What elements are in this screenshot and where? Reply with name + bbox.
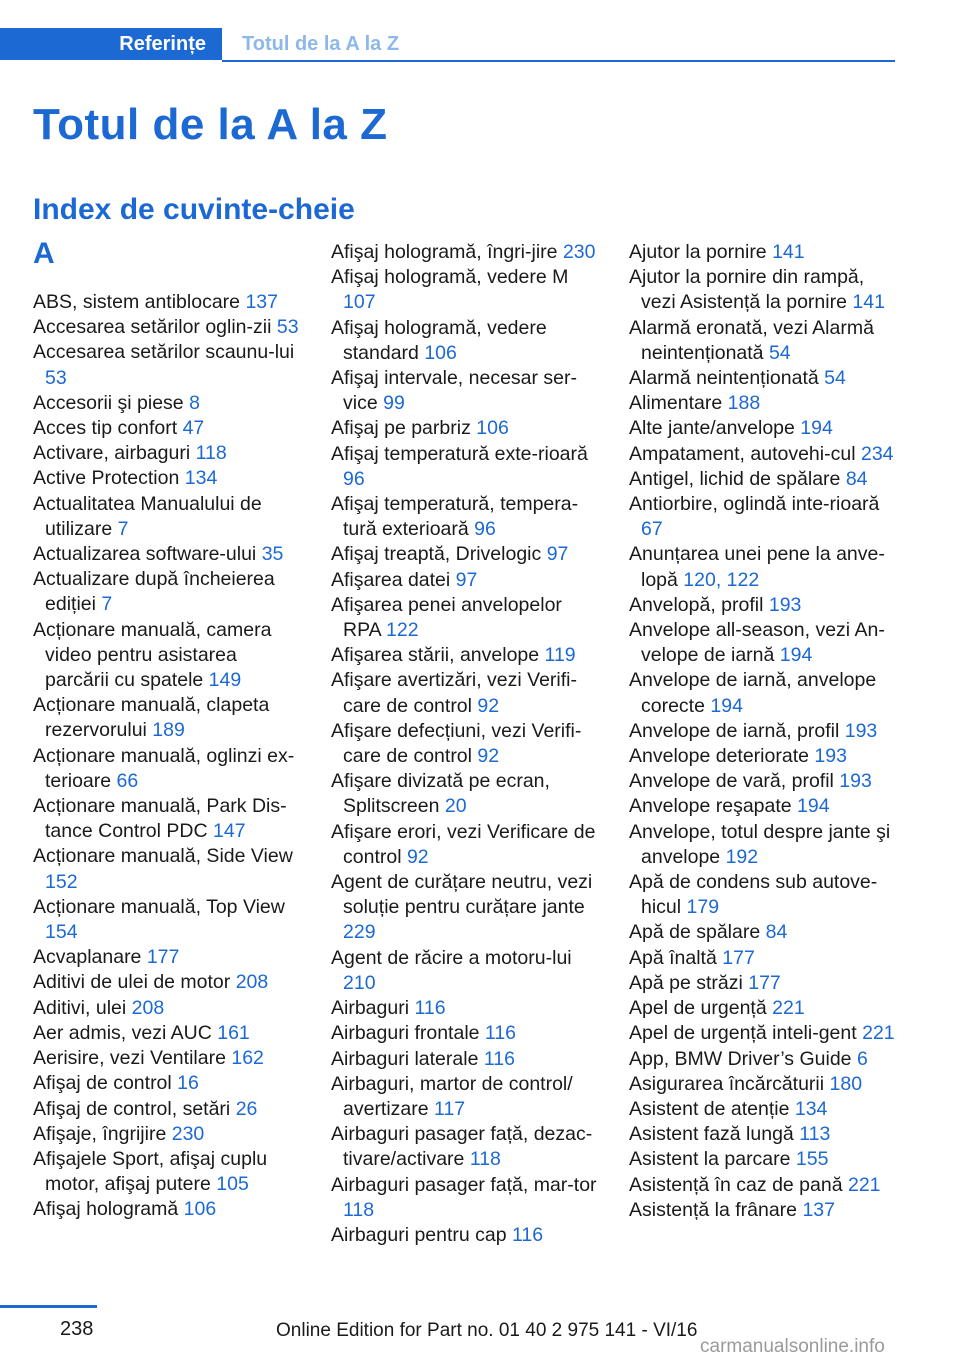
entry-text: Agent de răcire a motoru-lui — [331, 946, 572, 969]
index-entry — [629, 240, 899, 265]
entry-text: Afişaj hologramă — [33, 1198, 179, 1221]
entry-text: Acces tip confort — [33, 417, 178, 440]
entry-text: Anvelope deteriorate — [629, 745, 809, 768]
entry-text: Afişaj hologramă, îngri-jire — [331, 241, 558, 263]
index-entry — [33, 441, 303, 466]
page-link[interactable]: 84 — [765, 921, 788, 944]
page-link[interactable]: 147 — [213, 820, 246, 843]
index-entry — [33, 1122, 303, 1147]
entry-text: Asistent la parcare — [629, 1148, 791, 1171]
entry-text: Apel de urgență — [629, 997, 767, 1020]
entry-text: Afişaj intervale, necesar ser-vice — [331, 367, 578, 415]
page-link[interactable]: 116 — [414, 997, 446, 1020]
page-link[interactable]: 7 — [101, 593, 113, 616]
index-entry — [629, 1173, 899, 1198]
page-link[interactable]: 230 — [171, 1122, 205, 1145]
page-link[interactable]: 84 — [845, 467, 868, 490]
entry-text: Actualizarea software-ului — [33, 543, 257, 566]
page-link[interactable]: 134 — [794, 1097, 828, 1120]
page-link[interactable]: 35 — [261, 543, 284, 566]
entry-text: Accesarea setărilor oglin-zii — [33, 316, 272, 339]
page-link[interactable]: 119 — [544, 644, 576, 667]
index-entry — [629, 1047, 899, 1072]
tab-totul-de-la-a-la-z[interactable]: Totul de la A la Z — [242, 33, 400, 55]
page-link[interactable]: 53 — [276, 316, 299, 339]
index-entry — [629, 719, 899, 744]
page-link[interactable]: 221 — [847, 1173, 881, 1196]
page-link[interactable]: 7 — [117, 517, 129, 540]
page-link[interactable]: 106 — [183, 1198, 217, 1221]
index-entry — [629, 971, 899, 996]
index-entry — [331, 643, 601, 668]
entry-text: Alimentare — [629, 392, 723, 415]
index-entry — [331, 1021, 601, 1046]
page-link[interactable]: 194 — [779, 644, 813, 667]
index-entry — [33, 1197, 303, 1222]
entry-text: Afişajele Sport, afişaj cuplu motor, afişaj putere — [33, 1147, 268, 1196]
entry-text: Acționare manuală, Park Dis-tance Control PDC — [33, 795, 287, 843]
index-entry — [33, 895, 303, 945]
index-entry — [33, 492, 303, 542]
page-link[interactable]: 97 — [546, 543, 569, 566]
index-entry — [629, 1097, 899, 1122]
entry-text: Afişare defecțiuni, vezi Verifi-care de control — [331, 719, 582, 768]
entry-text: Airbaguri, martor de control/ avertizare — [331, 1072, 573, 1120]
index-entry — [331, 870, 601, 946]
index-entry — [629, 668, 899, 718]
page-number: 238 — [60, 1318, 94, 1340]
index-column-2 — [331, 240, 601, 1248]
page-link[interactable]: 189 — [152, 719, 185, 742]
index-entry — [331, 668, 601, 718]
index-entry — [331, 568, 601, 593]
index-entry — [33, 844, 303, 894]
page-link[interactable]: 118 — [195, 442, 227, 465]
page-link[interactable]: 107 — [343, 291, 376, 314]
entry-text: Afişare avertizări, vezi Verifi-care de control — [331, 669, 577, 717]
index-entry — [331, 265, 601, 315]
entry-text: Asistent fază lungă — [629, 1123, 794, 1146]
index-entry — [33, 1021, 303, 1046]
index-entry — [33, 315, 303, 340]
page-link[interactable]: 67 — [641, 518, 663, 541]
entry-text: Apă înaltă — [629, 946, 717, 969]
entry-text: Apă de spălare — [629, 921, 761, 944]
index-entry — [629, 1198, 899, 1223]
index-entry — [629, 618, 899, 668]
entry-text: Afişaj de control — [33, 1072, 172, 1095]
entry-text: Airbaguri pentru cap — [331, 1223, 507, 1246]
entry-text: Afişarea penei anvelopelor RPA — [331, 593, 562, 642]
page-subtitle: Index de cuvinte-cheie — [33, 193, 355, 226]
entry-text: Alarmă neintenționată — [629, 367, 819, 390]
index-entry — [33, 567, 303, 617]
entry-text: Acționare manuală, oglinzi ex-terioare — [33, 744, 295, 792]
page-link[interactable]: 137 — [802, 1198, 835, 1221]
page-link[interactable]: 193 — [839, 770, 872, 793]
page-link[interactable]: 230 — [562, 241, 596, 263]
page-link[interactable]: 8 — [189, 391, 200, 414]
page-link[interactable]: 221 — [862, 1022, 895, 1045]
index-entry — [33, 693, 303, 743]
entry-text: Aditivi, ulei — [33, 996, 127, 1019]
page-link[interactable]: 26 — [235, 1097, 258, 1120]
index-entry — [629, 744, 899, 769]
index-entry — [629, 316, 899, 366]
entry-text: Acționare manuală, Top View — [33, 895, 285, 918]
entry-text: Airbaguri frontale — [331, 1022, 480, 1045]
page-link[interactable]: 155 — [795, 1148, 829, 1171]
page-link[interactable]: 162 — [231, 1047, 264, 1070]
index-entry — [629, 794, 899, 819]
index-entry — [629, 1021, 899, 1046]
page-link[interactable]: 92 — [477, 745, 500, 768]
page-link[interactable]: 122 — [386, 619, 419, 642]
index-column-1 — [33, 237, 303, 1223]
page-link[interactable]: 221 — [772, 997, 805, 1020]
page-link[interactable]: 141 — [852, 291, 885, 314]
page-link[interactable]: 96 — [343, 467, 365, 490]
index-entry — [629, 542, 899, 592]
entry-text: Actualitatea Manualului de utilizare — [33, 492, 262, 540]
entry-text: Airbaguri — [331, 997, 410, 1020]
index-entry — [33, 416, 303, 441]
entry-text: Airbaguri pasager față, dezac-tivare/activare — [331, 1123, 593, 1171]
entry-text: Airbaguri pasager față, mar-tor — [331, 1173, 597, 1196]
entry-text: Afişaje, îngrijire — [33, 1122, 167, 1145]
index-entry — [331, 492, 601, 542]
entry-text: Alarmă eronată, vezi Alarmă neintenționată — [629, 316, 874, 364]
index-entry — [331, 996, 601, 1021]
entry-text: Anvelope, totul despre jante şi anvelope — [629, 820, 891, 868]
page-link[interactable]: 152 — [45, 870, 78, 893]
page-link[interactable]: 66 — [116, 769, 139, 792]
index-entry — [331, 820, 601, 870]
entry-text: Anvelope all-season, vezi An-velope de iarnă — [629, 619, 885, 667]
index-entry — [331, 946, 601, 996]
page-link[interactable]: 106 — [424, 341, 457, 364]
index-entry — [33, 290, 303, 315]
entry-text: Acvaplanare — [33, 946, 142, 969]
page-link[interactable]: 16 — [177, 1072, 199, 1095]
index-entry — [629, 593, 899, 618]
entry-text: Ajutor la pornire — [629, 241, 767, 263]
page-link[interactable]: 208 — [235, 971, 269, 994]
page-link[interactable]: 194 — [797, 795, 830, 818]
page-link[interactable]: 117 — [434, 1097, 466, 1120]
entry-text: Airbaguri laterale — [331, 1047, 479, 1070]
page-link[interactable]: 208 — [131, 996, 165, 1019]
page-link[interactable]: 96 — [474, 518, 496, 541]
entry-text: Afişaj hologramă, vedere standard — [331, 316, 547, 364]
page-link[interactable]: 193 — [844, 719, 878, 742]
index-entry — [331, 769, 601, 819]
page-link[interactable]: 179 — [686, 896, 720, 919]
entry-text: Afişaj de control, setări — [33, 1097, 231, 1120]
entry-text: Ampatament, autovehi-cul — [629, 442, 856, 465]
page-link[interactable]: 177 — [748, 971, 781, 994]
entry-text: Aer admis, vezi AUC — [33, 1021, 212, 1044]
index-entry — [629, 265, 899, 315]
index-entry — [33, 618, 303, 694]
entry-text: Actualizare după încheierea ediției — [33, 568, 275, 616]
page-link[interactable]: 116 — [484, 1022, 517, 1045]
tab-referinte[interactable]: Referințe — [0, 28, 222, 60]
entry-text: Afişaj temperatură, tempera-tură exterioară — [331, 493, 579, 541]
index-entry — [331, 1072, 601, 1122]
entry-text: Anvelopă, profil — [629, 593, 764, 616]
index-entry — [33, 996, 303, 1021]
entry-text: Anvelope de iarnă, anvelope corecte — [629, 669, 877, 717]
entry-text: Anvelope de vară, profil — [629, 770, 834, 793]
index-entry — [331, 240, 601, 265]
index-entry — [629, 920, 899, 945]
page-link[interactable]: 106 — [476, 417, 509, 440]
entry-text: Agent de curățare neutru, vezi soluție pentru curățare jante — [331, 871, 593, 919]
entry-text: Anunțarea unei pene la anve-lopă — [629, 543, 885, 591]
page-link[interactable]: 229 — [343, 921, 376, 944]
entry-text: Ajutor la pornire din rampă, vezi Asistență la pornire — [629, 266, 865, 314]
page-link[interactable]: 92 — [406, 845, 429, 868]
page-link[interactable]: 154 — [45, 921, 78, 944]
entry-text: Apel de urgență inteli-gent — [629, 1022, 857, 1045]
index-entry — [33, 466, 303, 491]
entry-text: Afişare divizată pe ecran, Splitscreen — [331, 770, 550, 818]
index-entry — [331, 719, 601, 769]
entry-text: Afişaj pe parbriz — [331, 417, 471, 440]
entry-text: Active Protection — [33, 467, 180, 490]
index-entry — [331, 316, 601, 366]
index-entry — [33, 391, 303, 416]
index-entry — [629, 1072, 899, 1097]
entry-text: Afişarea stării, anvelope — [331, 644, 540, 667]
index-entry — [331, 1223, 601, 1248]
entry-text: Asigurarea încărcăturii — [629, 1072, 825, 1095]
index-entry — [629, 391, 899, 416]
page-link[interactable]: 113 — [799, 1123, 831, 1146]
page-title: Totul de la A la Z — [33, 100, 388, 149]
entry-text: Asistent de atenție — [629, 1097, 790, 1120]
page-link[interactable]: 137 — [245, 291, 278, 313]
page-link[interactable]: 20 — [444, 795, 467, 818]
page-link[interactable]: 99 — [383, 392, 405, 415]
entry-text: Acționare manuală, clapeta rezervorului — [33, 694, 270, 742]
entry-text: Antigel, lichid de spălare — [629, 467, 841, 490]
page-link[interactable]: 118 — [343, 1198, 375, 1221]
page-link[interactable]: 116 — [483, 1047, 515, 1070]
header-bar — [0, 28, 895, 62]
entry-text: Afişaj temperatură exte-rioară — [331, 442, 588, 465]
index-entry — [331, 1173, 601, 1223]
index-entry — [629, 820, 899, 870]
entry-text: Acționare manuală, Side View — [33, 845, 293, 868]
page-link[interactable]: 234 — [860, 442, 894, 465]
page-link[interactable]: 192 — [725, 845, 759, 868]
index-entry — [33, 1071, 303, 1096]
entry-text: Accesorii şi piese — [33, 391, 184, 414]
page-link[interactable]: 54 — [824, 367, 846, 390]
page-link[interactable]: 193 — [768, 593, 802, 616]
entry-text: Anvelope reşapate — [629, 795, 792, 818]
index-letter: A — [33, 237, 55, 270]
index-entry — [331, 416, 601, 441]
index-entry — [33, 1147, 303, 1197]
page-link[interactable]: 92 — [477, 694, 500, 717]
page-link[interactable]: 177 — [146, 946, 180, 969]
entry-text: Acționare manuală, camera video pentru asistarea parcării cu spatele — [33, 618, 272, 692]
entry-text: Asistență la frânare — [629, 1198, 798, 1221]
page-link[interactable]: 47 — [182, 417, 205, 440]
index-entry — [629, 946, 899, 971]
entry-text: App, BMW Driver’s Guide — [629, 1047, 852, 1070]
index-entry — [629, 416, 899, 441]
index-entry — [33, 970, 303, 995]
index-entry — [33, 1046, 303, 1071]
page-link[interactable]: 161 — [217, 1021, 250, 1044]
index-entry — [33, 340, 303, 390]
page-link[interactable]: 188 — [727, 392, 761, 415]
entry-text: Alte jante/anvelope — [629, 417, 795, 440]
index-entry — [629, 492, 899, 542]
index-entry — [331, 1047, 601, 1072]
index-column-3 — [629, 240, 899, 1223]
page-link[interactable]: 180 — [829, 1072, 863, 1095]
page-link[interactable]: 193 — [814, 745, 847, 768]
entry-text: Afişare erori, vezi Verificare de control — [331, 820, 596, 868]
entry-text: Activare, airbaguri — [33, 442, 191, 465]
watermark: carmanualsonline.info — [700, 1336, 885, 1357]
page-link[interactable]: 120, 122 — [683, 568, 760, 591]
entry-text: Asistență în caz de pană — [629, 1173, 843, 1196]
index-entry — [629, 996, 899, 1021]
entry-text: ABS, sistem antiblocare — [33, 291, 241, 313]
index-entry — [629, 366, 899, 391]
index-entry — [331, 593, 601, 643]
index-entry — [629, 769, 899, 794]
entry-text: Afişaj hologramă, vedere M — [331, 266, 569, 289]
index-entry — [331, 366, 601, 416]
page-link[interactable]: 149 — [208, 669, 242, 692]
index-entry — [331, 1122, 601, 1172]
index-entry — [629, 870, 899, 920]
index-entry — [33, 1097, 303, 1122]
entry-text: Apă pe străzi — [629, 971, 743, 994]
page-link[interactable]: 177 — [722, 946, 755, 969]
page-link[interactable]: 141 — [772, 241, 805, 263]
page-link[interactable]: 134 — [184, 467, 218, 490]
edition-text: Online Edition for Part no. 01 40 2 975 141 - VI/16 — [276, 1320, 698, 1341]
entry-text: Aditivi de ulei de motor — [33, 971, 231, 994]
index-entry — [33, 794, 303, 844]
index-entry — [331, 442, 601, 492]
entry-text: Anvelope de iarnă, profil — [629, 719, 840, 742]
index-entry — [331, 542, 601, 567]
index-entry — [629, 467, 899, 492]
entry-text: Antiorbire, oglindă inte-rioară — [629, 493, 880, 516]
entry-text: Afişaj treaptă, Drivelogic — [331, 543, 542, 566]
index-entry — [629, 442, 899, 467]
page-link[interactable]: 54 — [768, 341, 791, 364]
footer-divider — [0, 1305, 97, 1308]
index-entry — [629, 1147, 899, 1172]
page-link[interactable]: 194 — [800, 417, 833, 440]
page-link[interactable]: 116 — [512, 1223, 544, 1246]
page-link[interactable]: 105 — [216, 1173, 249, 1196]
page-link[interactable]: 118 — [469, 1148, 501, 1171]
page-link[interactable]: 6 — [856, 1047, 868, 1070]
page-link[interactable]: 97 — [455, 568, 478, 591]
index-entry — [629, 1122, 899, 1147]
header-divider — [222, 60, 895, 62]
page-link[interactable]: 210 — [343, 971, 376, 994]
index-entry — [33, 542, 303, 567]
entry-text: Afişarea datei — [331, 568, 451, 591]
page-link[interactable]: 194 — [710, 694, 743, 717]
index-entry — [33, 945, 303, 970]
page-link[interactable]: 53 — [45, 366, 67, 389]
index-entry — [33, 744, 303, 794]
entry-text: Apă de condens sub autove-hicul — [629, 871, 878, 919]
entry-text: Aerisire, vezi Ventilare — [33, 1047, 226, 1070]
entry-text: Accesarea setărilor scaunu-lui — [33, 341, 295, 364]
